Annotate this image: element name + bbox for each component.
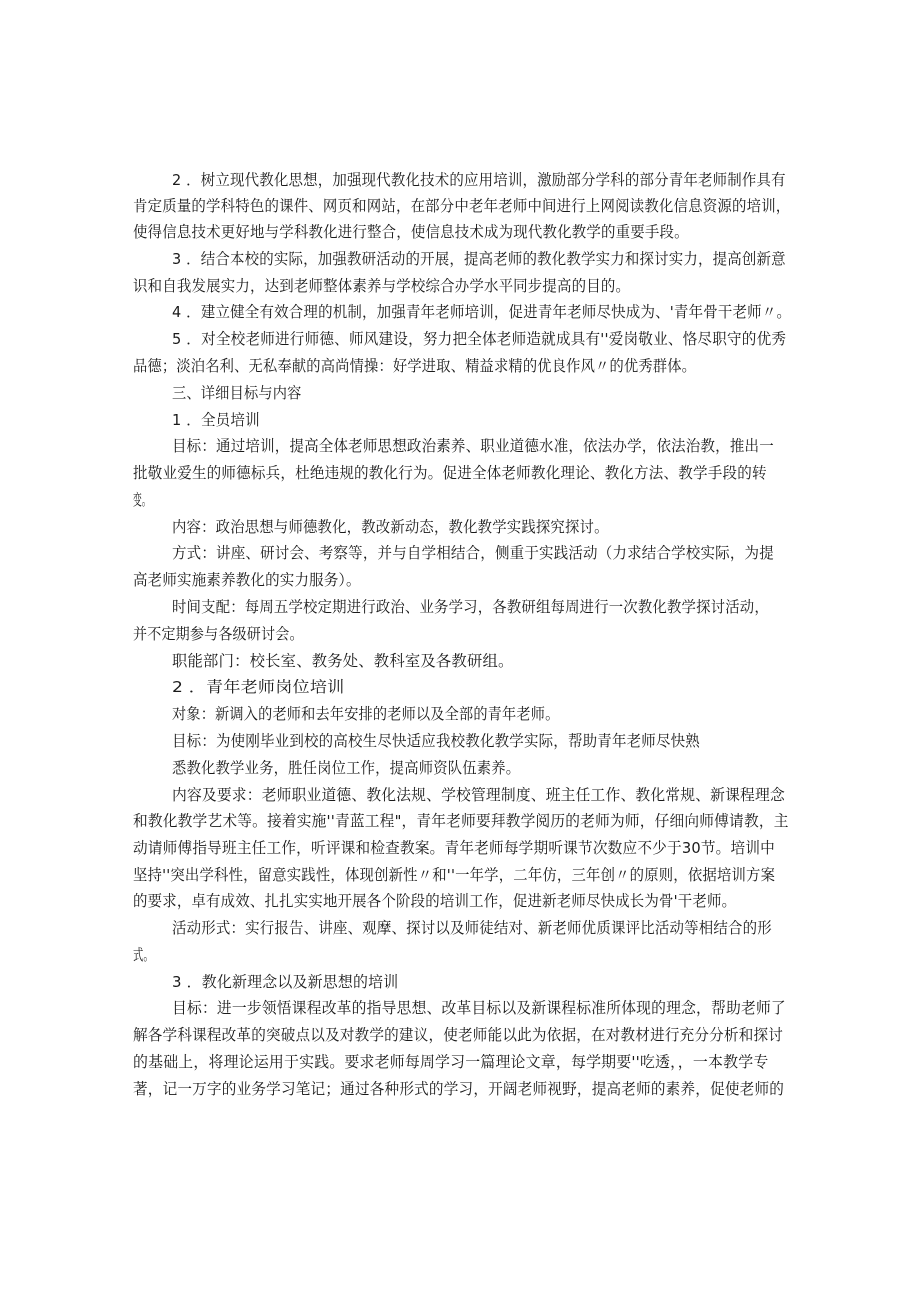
- paragraph-line: 著，记一万字的业务学习笔记；通过各种形式的学习，开阔老师视野，提高老师的素养，促使老师的: [133, 1080, 785, 1098]
- subsection-heading: 2 ．青年老师岗位培训: [172, 678, 345, 696]
- paragraph-line: 方式：讲座、研讨会、考察等，并与自学相结合，侧重于实践活动（力求结合学校实际，为提: [172, 544, 774, 562]
- paragraph-line: 使得信息技术更好地与学科教化进行整合，使信息技术成为现代教化教学的重要手段。: [133, 223, 689, 241]
- paragraph-line: 的基础上，将理论运用于实践。要求老师每周学习一篇理论文章，每学期要''吃透，，一本教学专: [133, 1053, 769, 1071]
- paragraph-line: 和教化教学艺术等。接着实施''青蓝工程"，青年老师要拜教学阅历的老师为师，仔细向师傅请教，主: [133, 812, 789, 830]
- paragraph-line: 高老师实施素养教化的实力服务）。: [133, 571, 361, 589]
- paragraph-line: 品德；淡泊名利、无私奉献的高尚情操：好学进取、精益求精的优良作风〃的优秀群体。: [133, 357, 697, 375]
- paragraph-line: 坚持''突出学科性，留意实践性，体现创新性〃和''一年学，二年仿，三年创〃的原则，依据培训方案: [133, 866, 776, 884]
- paragraph-line: 目标：通过培训，提高全体老师思想政治素养、职业道德水准，依法办学，依法治教，推出一: [172, 437, 774, 455]
- paragraph-line: 活动形式：实行报告、讲座、观摩、探讨以及师徒结对、新老师优质课评比活动等相结合的形: [172, 919, 772, 937]
- paragraph-line: 对象：新调入的老师和去年安排的老师以及全部的青年老师。: [172, 705, 560, 723]
- paragraph-line: 内容及要求：老师职业道德、教化法规、学校管理制度、班主任工作、教化常规、新课程理念: [172, 786, 785, 804]
- subsection-heading: 1 ．全员培训: [172, 411, 260, 429]
- paragraph-line: 目标：进一步领悟课程改革的指导思想、改革目标以及新课程标准所体现的理念，帮助老师了: [172, 999, 786, 1017]
- paragraph-line: 目标：为使刚毕业到校的高校生尽快适应我校教化教学实际，帮助青年老师尽快熟: [172, 732, 700, 750]
- paragraph-line: 时间支配：每周五学校定期进行政治、业务学习，各教研组每周进行一次教化教学探讨活动，: [172, 598, 769, 616]
- paragraph-line: 批敬业爱生的师德标兵，杜绝违规的教化行为。促进全体老师教化理论、教化方法、教学手段的转: [133, 464, 767, 482]
- paragraph-line: 式。: [133, 946, 154, 964]
- paragraph-line: 3 ．结合本校的实际，加强教研活动的开展，提高老师的教化教学实力和探讨实力，提高创新意: [172, 250, 786, 268]
- paragraph-line: 4 ．建立健全有效合理的机制，加强青年老师培训，促进青年老师尽快成为、'青年骨干老师〃。: [172, 303, 792, 321]
- paragraph-line: 的要求，卓有成效、扎扎实实地开展各个阶段的培训工作，促进新老师尽快成长为骨'干老师。: [133, 892, 737, 910]
- paragraph-line: 动请师傅指导班主任工作，听评课和检查教案。青年老师每学期听课节次数应不少于30节。培训中: [133, 839, 776, 857]
- paragraph-line: 并不定期参与各级研讨会。: [133, 625, 304, 643]
- paragraph-line: 职能部门：校长室、教务处、教科室及各教研组。: [172, 652, 514, 670]
- paragraph-line: 识和自我发展实力，达到老师整体素养与学校综合办学水平同步提高的目的。: [133, 277, 631, 295]
- subsection-heading: 3 ．教化新理念以及新思想的培训: [172, 973, 399, 991]
- paragraph-line: 内容：政治思想与师德教化，教改新动态，教化教学实践探究探讨。: [172, 518, 609, 536]
- paragraph-line: 2 ．树立现代教化思想，加强现代教化技术的应用培训，激励部分学科的部分青年老师制作具有: [172, 171, 786, 189]
- section-heading: 三、详细目标与内容: [172, 384, 302, 402]
- paragraph-line: 肯定质量的学科特色的课件、网页和网站，在部分中老年老师中间进行上网阅读教化信息资源的培训，: [133, 197, 791, 215]
- paragraph-line: 悉教化教学业务，胜任岗位工作，提高师资队伍素养。: [172, 759, 521, 777]
- paragraph-line: 5 ．对全校老师进行师德、师风建设，努力把全体老师造就成具有''爱岗敬业、恪尽职守的优秀: [172, 330, 787, 348]
- paragraph-line: 解各学科课程改革的突破点以及对教学的建议，使老师能以此为依据，在对教材进行充分分析和探讨: [133, 1026, 784, 1044]
- paragraph-line: 变。: [133, 491, 151, 509]
